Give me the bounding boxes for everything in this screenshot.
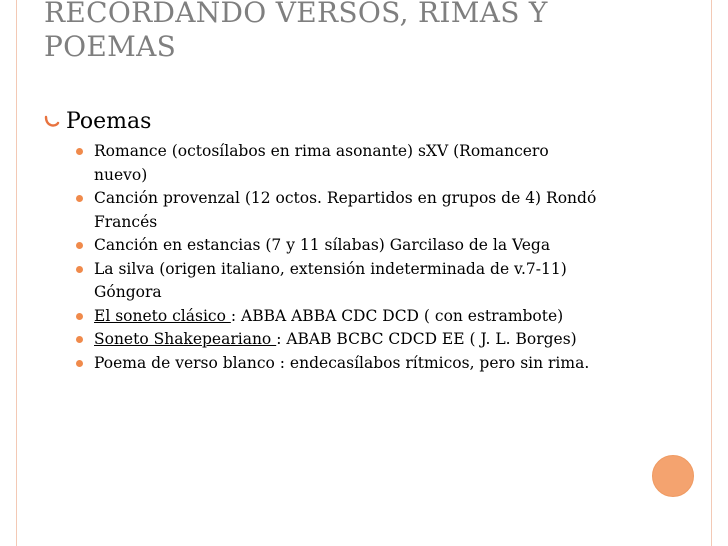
item-text-b: Francés [94,212,158,231]
soneto-shakepeariano-link[interactable]: Soneto Shakepeariano [94,330,277,348]
dot-bullet-icon [76,242,83,249]
level1-label: Poemas [66,109,152,134]
orange-circle-icon [652,455,694,497]
item-text-a: Canción en estancias (7 y 11 sílabas) Garcilaso de la Vega [94,236,551,254]
poem-types-list [72,140,632,375]
item-text-a: Poema de verso blanco : endecasílabos rítmicos, pero sin rima. [94,353,590,372]
dot-bullet-icon [76,360,83,367]
slide-title-line-2: POEMAS [44,30,177,63]
list-item [72,187,632,234]
dot-bullet-icon [76,148,83,155]
item-text-a: Romance (octosílabos en rima asonante) sXV (Romancero [94,142,549,160]
dot-bullet-icon [76,195,83,202]
slide-title [44,0,604,64]
curved-arrow-bullet-icon [44,113,60,131]
dot-bullet-icon [76,336,83,343]
item-text-a: : ABAB BCBC CDCD EE ( J. L. Borges) [276,330,577,348]
list-item [72,234,632,258]
item-text-a: La silva (origen italiano, extensión indeterminada de v.7-11) [94,259,567,278]
list-item [72,258,632,305]
list-item [72,352,632,376]
item-text-b: Góngora [94,283,162,301]
item-text-a: : ABBA ABBA CDC DCD ( con estrambote) [230,306,564,325]
item-text-a: Canción provenzal (12 octos. Repartidos en grupos de 4) Rondó [94,189,597,207]
soneto-clasico-link[interactable]: El soneto clásico [94,306,231,325]
slide-title-line-1: RECORDANDO VERSOS, RIMAS Y [44,0,548,29]
list-item [72,328,632,352]
list-item [72,305,632,329]
dot-bullet-icon [76,313,83,320]
dot-bullet-icon [76,266,83,273]
list-item [72,140,632,187]
level1-bullet-item [44,108,684,136]
item-text-b: nuevo) [94,165,148,184]
